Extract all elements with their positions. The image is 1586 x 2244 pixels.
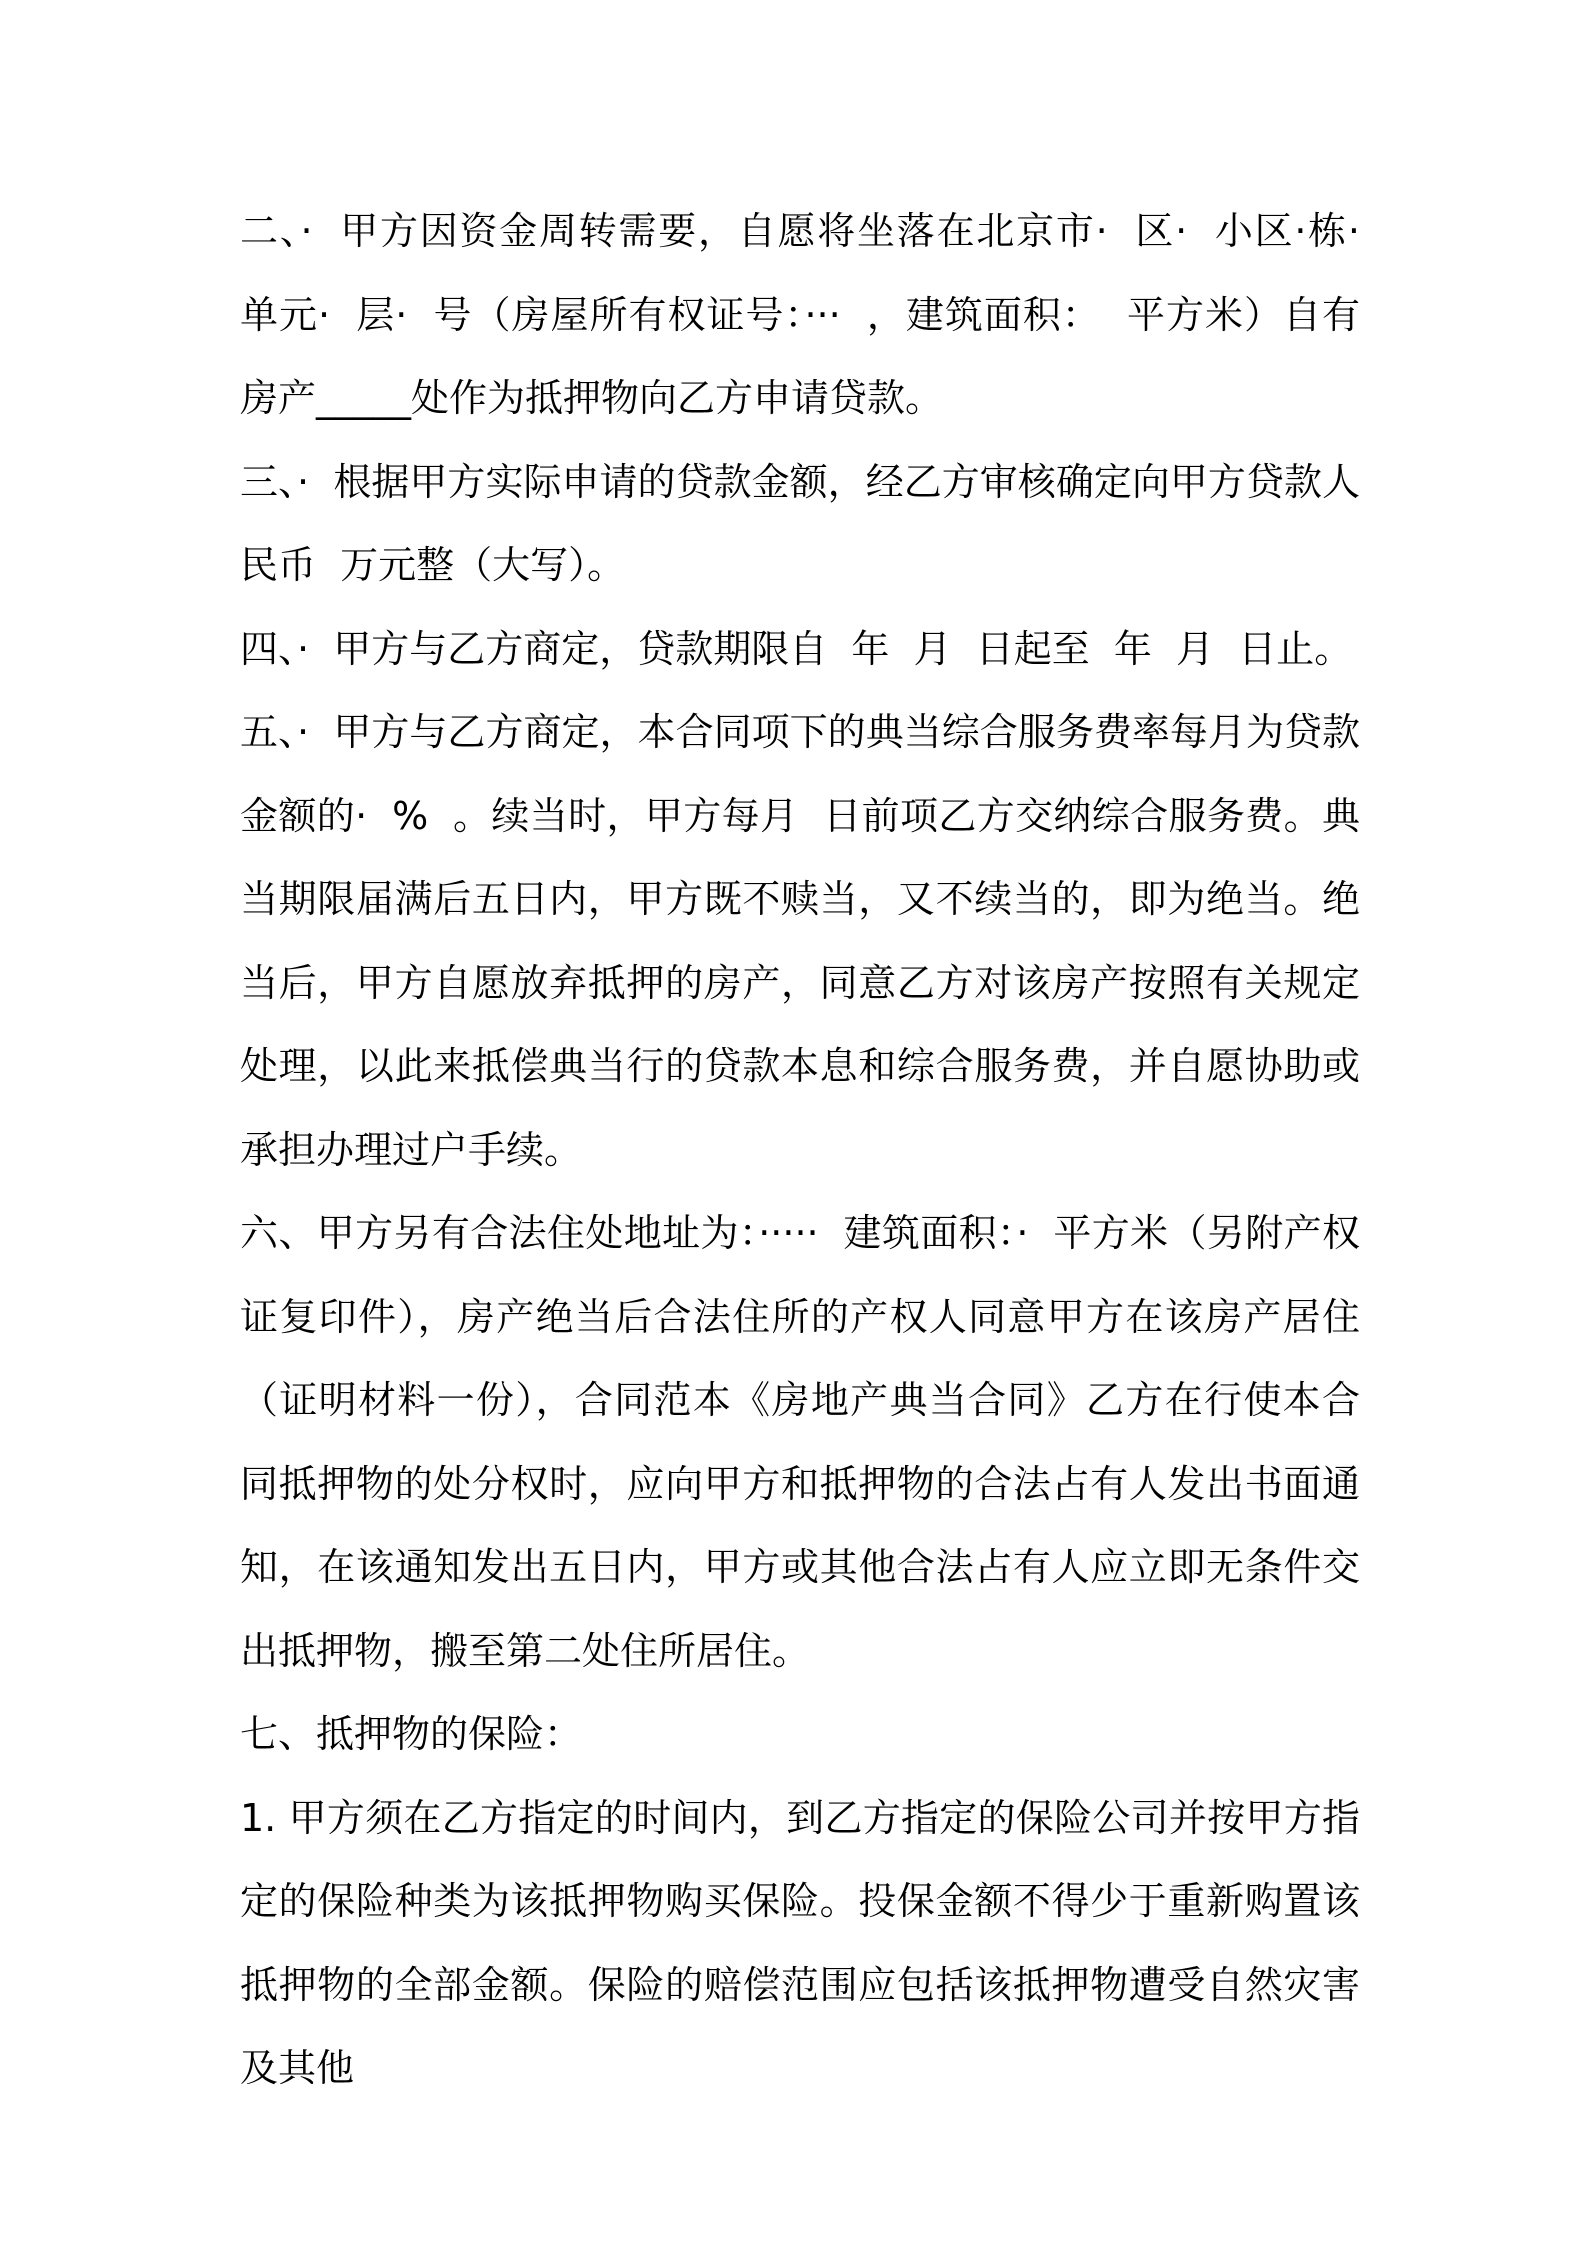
clause-3-paragraph: 三、· 根据甲方实际申请的贷款金额，经乙方审核确定向甲方贷款人民币 万元整（大写）。: [240, 459, 1360, 587]
clause-6-paragraph: 六、甲方另有合法住处地址为：····· 建筑面积：· 平方米（另附产权证复印件），房产绝当后合法住所的产权人同意甲方在该房产居住（证明材料一份），合同范本《房地产典当合同》乙方在行使本合同抵押物的处分权时，应向甲方和抵押物的合法占有人发出书面通知，在该通知发出五日内，甲方或其他合法占有人应立即无条件交出抵押物，搬至第二处住所居住。: [240, 1211, 1360, 1673]
document-page: [240, 190, 1385, 2111]
clause-7-item-1-paragraph: 1. 甲方须在乙方指定的时间内，到乙方指定的保险公司并按甲方指定的保险种类为该抵押物购买保险。投保金额不得少于重新购置该抵押物的全部金额。保险的赔偿范围应包括该抵押物遭受自然灾害及其他: [240, 1795, 1360, 2090]
clause-7-heading: 七、抵押物的保险：: [240, 1712, 583, 1756]
clause-2-paragraph: 二、· 甲方因资金周转需要，自愿将坐落在北京市· 区· 小区·栋· 单元· 层· 号（房屋所有权证号：··· ，建筑面积： 平方米）自有房产_____处作为抵押物向乙方申请贷款。: [240, 209, 1385, 420]
clause-4-paragraph: 四、· 甲方与乙方商定，贷款期限自 年 月 日起至 年 月 日止。: [240, 626, 1353, 671]
clause-5-paragraph: 五、· 甲方与乙方商定，本合同项下的典当综合服务费率每月为贷款金额的· % 。续当时，甲方每月 日前项乙方交纳综合服务费。典当期限届满后五日内，甲方既不赎当，又不续当的，即为绝当。绝当后，甲方自愿放弃抵押的房产，同意乙方对该房产按照有关规定处理，以此来抵偿典当行的贷款本息和综合服务费，并自愿协助或承担办理过户手续。: [240, 710, 1360, 1172]
